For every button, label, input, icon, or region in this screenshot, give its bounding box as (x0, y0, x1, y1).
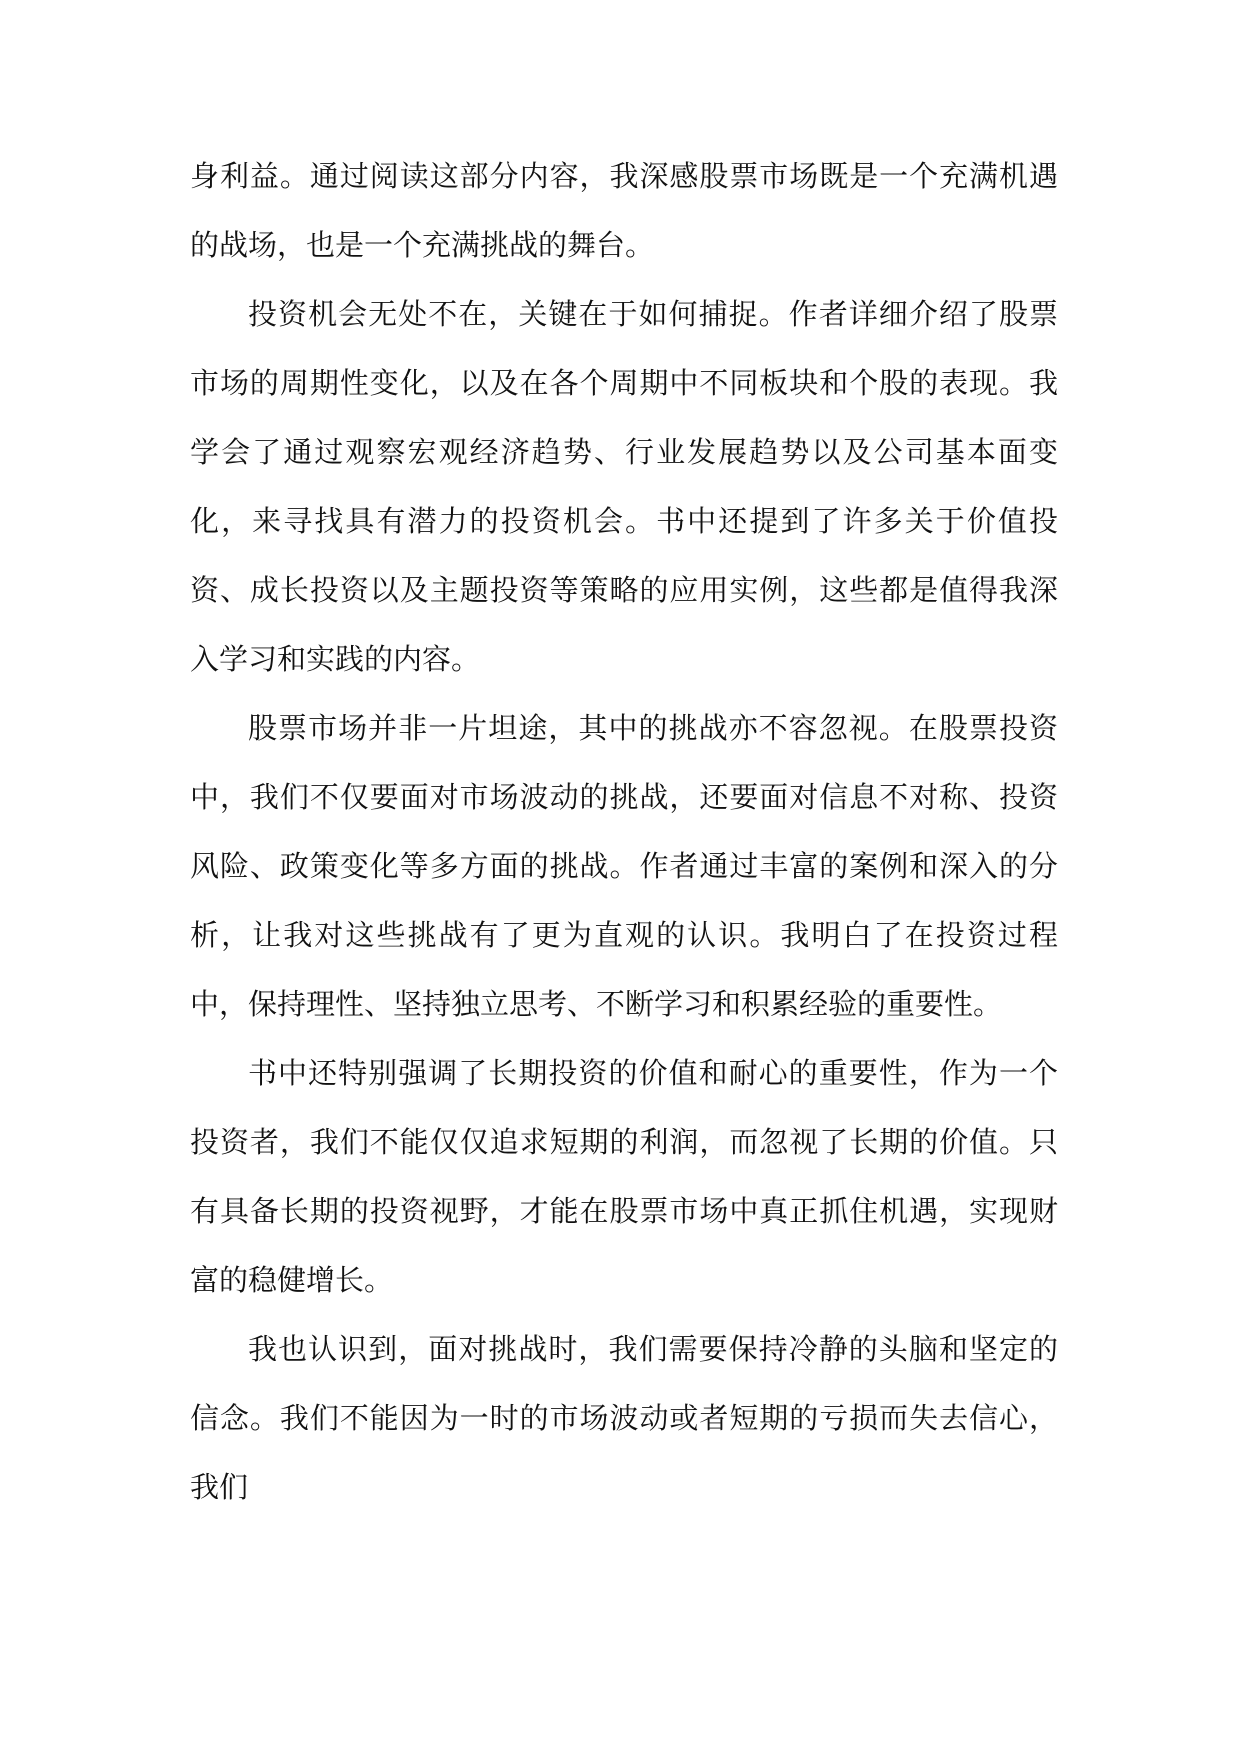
paragraph-3: 股票市场并非一片坦途，其中的挑战亦不容忽视。在股票投资中，我们不仅要面对市场波动的挑战，还要面对信息不对称、投资风险、政策变化等多方面的挑战。作者通过丰富的案例和深入的分析，让我对这些挑战有了更为直观的认识。我明白了在投资过程中，保持理性、坚持独立思考、不断学习和积累经验的重要性。 (190, 711, 1058, 1021)
paragraph-4: 书中还特别强调了长期投资的价值和耐心的重要性，作为一个投资者，我们不能仅仅追求短期的利润，而忽视了长期的价值。只有具备长期的投资视野，才能在股票市场中真正抓住机遇，实现财富的稳健增长。 (190, 1056, 1058, 1297)
paragraph-5: 我也认识到，面对挑战时，我们需要保持冷静的头脑和坚定的信念。我们不能因为一时的市场波动或者短期的亏损而失去信心，我们 (190, 1332, 1058, 1504)
paragraph-1: 身利益。通过阅读这部分内容，我深感股票市场既是一个充满机遇的战场，也是一个充满挑战的舞台。 (190, 159, 1058, 262)
body-text (190, 142, 1058, 1522)
paragraph-2: 投资机会无处不在，关键在于如何捕捉。作者详细介绍了股票市场的周期性变化，以及在各个周期中不同板块和个股的表现。我学会了通过观察宏观经济趋势、行业发展趋势以及公司基本面变化，来寻找具有潜力的投资机会。书中还提到了许多关于价值投资、成长投资以及主题投资等策略的应用实例，这些都是值得我深入学习和实践的内容。 (190, 297, 1058, 676)
